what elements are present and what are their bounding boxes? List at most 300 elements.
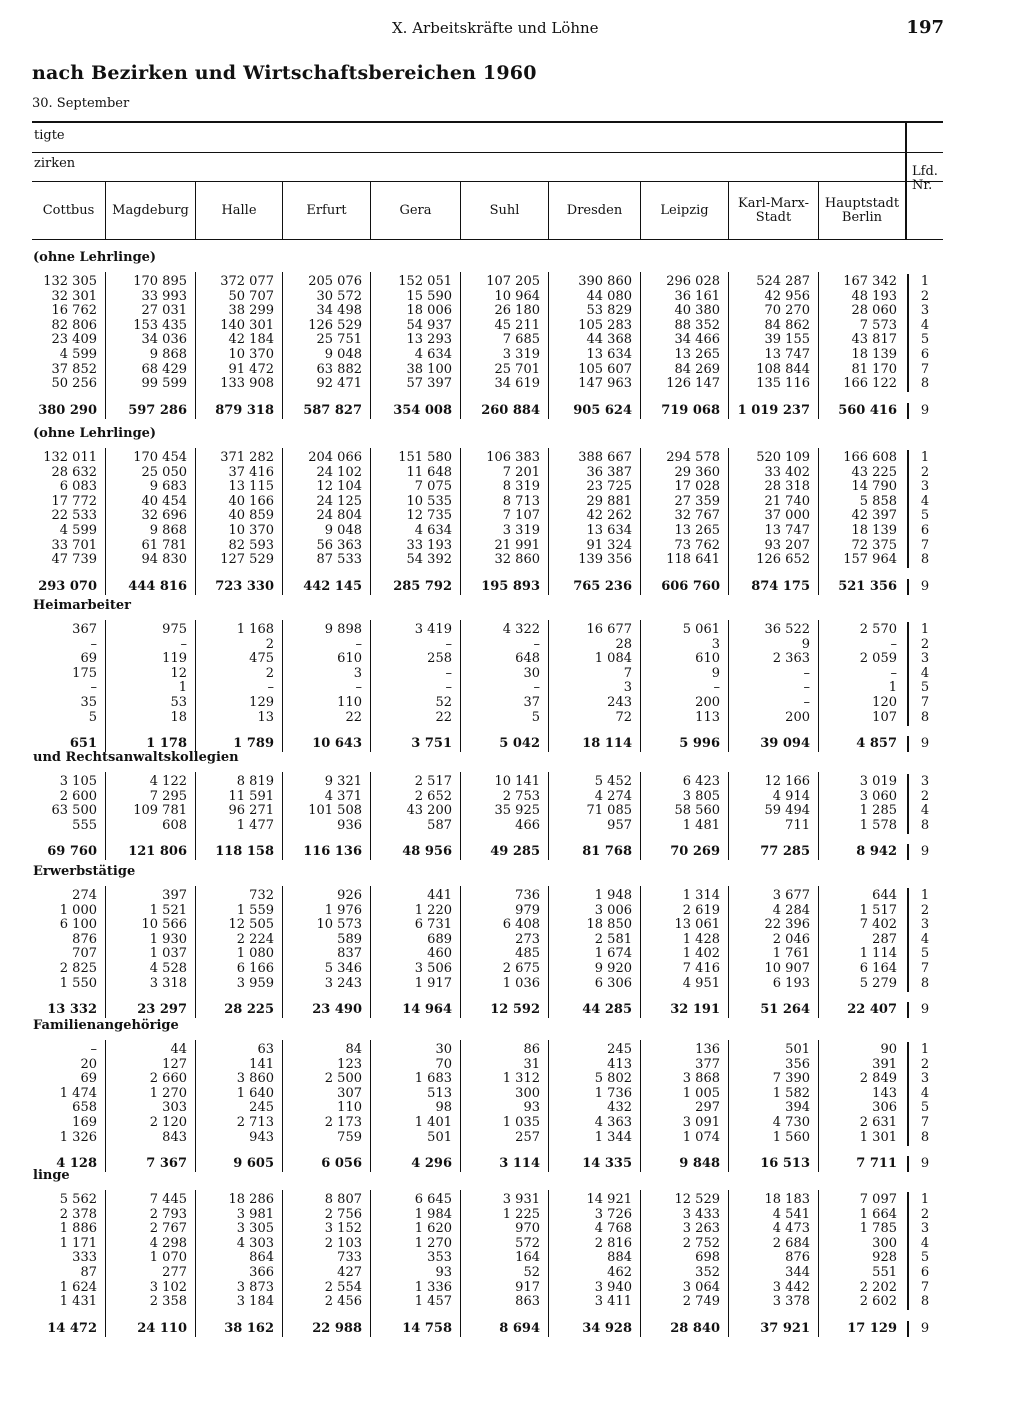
table-cell: 4 634 xyxy=(414,523,452,538)
table-cell: 7 711 xyxy=(856,1156,897,1172)
table-cell: 63 882 xyxy=(316,361,362,377)
table-cell: 21 740 xyxy=(764,493,810,509)
table-cell: 4 322 xyxy=(502,622,540,637)
table-cell: 353 xyxy=(427,1250,452,1266)
table-cell: 380 290 xyxy=(38,402,97,418)
row-number: 5 xyxy=(920,1250,930,1266)
table-cell: 8 694 xyxy=(499,1320,540,1336)
table-cell: 11 591 xyxy=(228,788,274,804)
column-separator xyxy=(640,448,641,595)
column-separator xyxy=(282,448,283,595)
row-separator xyxy=(907,1086,909,1102)
table-cell: 32 767 xyxy=(674,508,720,524)
column-separator xyxy=(370,1040,371,1172)
table-cell: 53 xyxy=(170,695,187,710)
table-cell: 33 993 xyxy=(141,288,187,304)
table-cell: 5 452 xyxy=(594,774,632,789)
table-cell: 32 301 xyxy=(51,288,97,304)
column-separator xyxy=(818,272,819,419)
table-cell: 13 747 xyxy=(764,347,810,362)
row-number: 8 xyxy=(920,709,930,725)
table-cell: – xyxy=(890,636,897,652)
table-cell: 442 145 xyxy=(303,578,362,594)
table-cell: 285 792 xyxy=(393,578,452,594)
table-cell: 27 031 xyxy=(141,303,187,319)
column-separator xyxy=(640,272,641,419)
row-separator xyxy=(907,1236,909,1252)
column-separator xyxy=(548,1040,549,1172)
table-cell: 4 122 xyxy=(149,774,187,789)
table-cell: 44 285 xyxy=(582,1002,632,1018)
table-cell: 40 380 xyxy=(674,303,720,319)
table-cell: 1 582 xyxy=(772,1085,810,1101)
table-cell: 258 xyxy=(427,651,452,667)
table-cell: 2 713 xyxy=(236,1115,274,1130)
table-cell: 21 991 xyxy=(494,537,540,553)
table-cell: 2 456 xyxy=(324,1294,362,1310)
column-separator xyxy=(370,448,371,595)
table-cell: 53 829 xyxy=(586,303,632,319)
column-separator xyxy=(195,620,196,752)
table-cell: 307 xyxy=(337,1085,362,1101)
table-row xyxy=(0,318,1024,333)
table-cell: 689 xyxy=(427,931,452,947)
table-cell: 1 624 xyxy=(59,1279,97,1295)
table-cell: 6 193 xyxy=(772,975,810,991)
table-cell: 3 319 xyxy=(502,523,540,538)
table-cell: 26 180 xyxy=(494,303,540,319)
table-cell: 3 091 xyxy=(682,1115,720,1130)
table-cell: 151 580 xyxy=(398,450,452,465)
header-line-2: zirken xyxy=(34,156,76,171)
row-separator xyxy=(907,695,909,711)
running-head: X. Arbeitskräfte und Löhne xyxy=(392,19,599,37)
table-row xyxy=(0,523,1024,538)
table-cell: 107 xyxy=(872,709,897,725)
table-cell: 28 060 xyxy=(851,303,897,319)
table-cell: 10 964 xyxy=(494,288,540,304)
column-separator xyxy=(105,272,106,419)
row-number: 4 xyxy=(920,1085,930,1101)
row-number: 2 xyxy=(920,1056,930,1072)
table-cell: 17 772 xyxy=(51,493,97,509)
table-cell: 1 789 xyxy=(233,736,274,752)
table-cell: 3 318 xyxy=(149,975,187,991)
table-cell: 82 593 xyxy=(228,537,274,553)
row-number: 6 xyxy=(920,347,930,362)
row-number: 9 xyxy=(920,844,930,860)
table-cell: 555 xyxy=(72,817,97,833)
table-cell: 1 312 xyxy=(502,1071,540,1087)
table-cell: 86 xyxy=(523,1042,540,1057)
row-separator xyxy=(907,508,909,524)
table-cell: 1 019 237 xyxy=(737,402,810,418)
table-cell: 10 141 xyxy=(494,774,540,789)
table-cell: 6 100 xyxy=(59,917,97,933)
row-number: 8 xyxy=(920,817,930,833)
row-separator xyxy=(907,946,909,962)
table-rule-1 xyxy=(32,152,943,153)
row-separator xyxy=(907,523,909,539)
table-cell: 928 xyxy=(872,1250,897,1266)
column-separator xyxy=(728,886,729,1018)
table-cell: 6 056 xyxy=(321,1156,362,1172)
table-row xyxy=(0,1130,1024,1145)
table-cell: 300 xyxy=(872,1235,897,1251)
table-cell: 608 xyxy=(162,817,187,833)
table-total-row xyxy=(0,1002,1024,1017)
table-cell: 765 236 xyxy=(573,578,632,594)
table-cell: 2 224 xyxy=(236,931,274,947)
table-cell: 44 080 xyxy=(586,288,632,304)
table-row xyxy=(0,774,1024,789)
table-cell: 20 xyxy=(80,1056,97,1072)
table-cell: 37 416 xyxy=(228,464,274,480)
table-cell: 113 xyxy=(695,709,720,725)
table-cell: 551 xyxy=(872,1265,897,1280)
table-cell: 2 825 xyxy=(59,961,97,976)
table-cell: 9 920 xyxy=(594,961,632,976)
table-cell: 18 183 xyxy=(764,1192,810,1207)
table-cell: 4 768 xyxy=(594,1221,632,1237)
table-cell: 34 036 xyxy=(141,332,187,348)
table-cell: 91 472 xyxy=(228,361,274,377)
row-separator xyxy=(907,1057,909,1073)
table-cell: 4 730 xyxy=(772,1115,810,1130)
table-cell: 1 005 xyxy=(682,1085,720,1101)
table-cell: 29 881 xyxy=(586,493,632,509)
table-cell: 200 xyxy=(785,709,810,725)
table-cell: 32 191 xyxy=(670,1002,720,1018)
column-separator xyxy=(818,448,819,595)
table-cell: 38 162 xyxy=(224,1320,274,1336)
table-cell: 513 xyxy=(427,1085,452,1101)
table-cell: – xyxy=(267,680,274,696)
table-cell: 45 211 xyxy=(494,317,540,333)
row-separator xyxy=(907,376,909,392)
table-cell: 7 416 xyxy=(682,961,720,976)
table-cell: 4 599 xyxy=(59,523,97,538)
table-cell: 140 301 xyxy=(220,317,274,333)
table-cell: 195 893 xyxy=(481,578,540,594)
row-separator xyxy=(907,552,909,568)
table-cell: 388 667 xyxy=(578,450,632,465)
table-cell: 1 074 xyxy=(682,1129,720,1145)
table-row xyxy=(0,1192,1024,1207)
table-cell: 8 942 xyxy=(856,844,897,860)
column-separator xyxy=(195,1040,196,1172)
table-cell: 9 848 xyxy=(679,1156,720,1172)
table-total-row xyxy=(0,403,1024,418)
table-cell: 139 356 xyxy=(578,552,632,568)
table-cell: 1 401 xyxy=(414,1115,452,1130)
column-header: Magdeburg xyxy=(105,182,195,239)
table-row xyxy=(0,1042,1024,1057)
row-number: 3 xyxy=(920,303,930,319)
table-cell: 2 793 xyxy=(149,1206,187,1222)
table-cell: 4 298 xyxy=(149,1235,187,1251)
table-cell: 91 324 xyxy=(586,537,632,553)
table-cell: 110 xyxy=(337,1100,362,1116)
table-cell: 356 xyxy=(785,1056,810,1072)
row-number: 4 xyxy=(920,493,930,509)
table-cell: 28 225 xyxy=(224,1002,274,1018)
table-cell: 33 193 xyxy=(406,537,452,553)
table-cell: 2 652 xyxy=(414,788,452,804)
section-title: Erwerbstätige xyxy=(33,864,136,879)
row-separator xyxy=(907,362,909,378)
row-number: 7 xyxy=(920,1279,930,1295)
table-cell: 7 390 xyxy=(772,1071,810,1087)
column-separator xyxy=(728,1040,729,1172)
table-cell: 3 433 xyxy=(682,1206,720,1222)
column-separator xyxy=(728,1190,729,1337)
table-cell: 90 xyxy=(880,1042,897,1057)
table-cell: 4 914 xyxy=(772,788,810,804)
table-cell: 1 984 xyxy=(414,1206,452,1222)
table-cell: 32 860 xyxy=(494,552,540,568)
table-cell: 133 908 xyxy=(220,376,274,392)
table-cell: 17 129 xyxy=(847,1320,897,1336)
table-cell: 153 435 xyxy=(133,317,187,333)
column-separator xyxy=(460,620,461,752)
table-cell: 287 xyxy=(872,931,897,947)
table-cell: 37 852 xyxy=(51,361,97,377)
table-cell: 109 781 xyxy=(133,803,187,819)
table-cell: 81 170 xyxy=(851,361,897,377)
table-cell: 205 076 xyxy=(308,274,362,289)
table-cell: 5 042 xyxy=(499,736,540,752)
table-cell: 43 200 xyxy=(406,803,452,819)
table-cell: 3 940 xyxy=(594,1279,632,1295)
table-cell: 1 550 xyxy=(59,975,97,991)
table-cell: – xyxy=(713,680,720,696)
row-separator xyxy=(907,450,909,466)
column-separator xyxy=(105,620,106,752)
table-cell: 3 xyxy=(623,680,632,696)
table-cell: 7 xyxy=(623,665,632,681)
table-cell: 2 631 xyxy=(859,1115,897,1130)
table-cell: 147 963 xyxy=(578,376,632,392)
table-cell: 118 641 xyxy=(666,552,720,568)
row-number: 4 xyxy=(920,317,930,333)
table-cell: 366 xyxy=(249,1265,274,1280)
row-number: 3 xyxy=(920,479,930,495)
table-cell: 2 816 xyxy=(594,1235,632,1251)
table-cell: 413 xyxy=(607,1056,632,1072)
table-cell: 36 161 xyxy=(674,288,720,304)
column-header: Halle xyxy=(195,182,282,239)
table-cell: 597 286 xyxy=(128,402,187,418)
table-cell: 40 859 xyxy=(228,508,274,524)
table-cell: 49 285 xyxy=(490,844,540,860)
table-row xyxy=(0,888,1024,903)
table-cell: 2 120 xyxy=(149,1115,187,1130)
table-cell: 10 573 xyxy=(316,917,362,933)
table-cell: 71 085 xyxy=(586,803,632,819)
column-header: Gera xyxy=(370,182,460,239)
table-cell: 7 685 xyxy=(502,332,540,348)
table-cell: 25 751 xyxy=(316,332,362,348)
column-separator xyxy=(640,1040,641,1172)
table-cell: 371 282 xyxy=(220,450,274,465)
table-cell: 1 037 xyxy=(149,946,187,962)
table-cell: 460 xyxy=(427,946,452,962)
row-separator xyxy=(907,1130,909,1146)
table-cell: 99 599 xyxy=(141,376,187,392)
table-cell: – xyxy=(533,636,540,652)
table-cell: 372 077 xyxy=(220,274,274,289)
table-cell: 12 505 xyxy=(228,917,274,933)
column-separator xyxy=(818,620,819,752)
row-separator xyxy=(907,710,909,726)
table-cell: 27 359 xyxy=(674,493,720,509)
table-cell: 37 000 xyxy=(764,508,810,524)
table-cell: 12 529 xyxy=(674,1192,720,1207)
table-cell: 1 559 xyxy=(236,902,274,918)
table-cell: 3 114 xyxy=(499,1156,540,1172)
table-row xyxy=(0,332,1024,347)
table-cell: 15 590 xyxy=(406,288,452,304)
table-cell: 759 xyxy=(337,1129,362,1145)
table-cell: 6 423 xyxy=(682,774,720,789)
table-cell: 35 xyxy=(80,695,97,710)
table-cell: 1 674 xyxy=(594,946,632,962)
row-separator xyxy=(907,651,909,667)
table-cell: 3 064 xyxy=(682,1279,720,1295)
table-cell: 306 xyxy=(872,1100,897,1116)
column-separator xyxy=(728,772,729,860)
row-number: 4 xyxy=(920,1235,930,1251)
row-separator xyxy=(907,1294,909,1310)
table-cell: 521 356 xyxy=(838,578,897,594)
table-cell: 905 624 xyxy=(573,402,632,418)
column-separator xyxy=(460,272,461,419)
table-cell: 87 xyxy=(80,1265,97,1280)
table-cell: 1 402 xyxy=(682,946,720,962)
table-cell: 6 731 xyxy=(414,917,452,933)
table-cell: 1 930 xyxy=(149,931,187,947)
row-separator xyxy=(907,1321,909,1337)
column-separator xyxy=(818,772,819,860)
column-header: Leipzig xyxy=(640,182,728,239)
table-cell: 1 036 xyxy=(502,975,540,991)
table-cell: 879 318 xyxy=(215,402,274,418)
table-cell: 132 305 xyxy=(43,274,97,289)
row-separator xyxy=(907,1071,909,1087)
table-cell: 5 xyxy=(531,709,540,725)
table-cell: 5 858 xyxy=(859,493,897,509)
table-cell: 245 xyxy=(249,1100,274,1116)
table-cell: 106 383 xyxy=(486,450,540,465)
row-separator xyxy=(907,1250,909,1266)
table-cell: 120 xyxy=(872,695,897,710)
table-cell: 38 100 xyxy=(406,361,452,377)
table-cell: – xyxy=(445,636,452,652)
row-number: 3 xyxy=(920,1071,930,1087)
table-cell: 24 102 xyxy=(316,464,362,480)
table-cell: 98 xyxy=(435,1100,452,1116)
row-separator xyxy=(907,622,909,638)
table-cell: 18 139 xyxy=(851,523,897,538)
table-row xyxy=(0,1250,1024,1265)
table-cell: 16 513 xyxy=(760,1156,810,1172)
table-cell: 2 xyxy=(265,636,274,652)
table-cell: 22 533 xyxy=(51,508,97,524)
row-number: 9 xyxy=(920,1156,930,1172)
table-cell: 711 xyxy=(785,817,810,833)
table-cell: 13 115 xyxy=(228,479,274,495)
table-cell: 377 xyxy=(695,1056,720,1072)
column-separator xyxy=(548,772,549,860)
table-cell: 2 600 xyxy=(59,788,97,804)
table-row xyxy=(0,289,1024,304)
table-cell: 3 506 xyxy=(414,961,452,976)
table-cell: 42 956 xyxy=(764,288,810,304)
row-number: 5 xyxy=(920,332,930,348)
table-cell: 1 336 xyxy=(414,1279,452,1295)
row-number: 3 xyxy=(920,917,930,933)
table-cell: 135 116 xyxy=(756,376,810,392)
table-cell: 50 707 xyxy=(228,288,274,304)
table-row xyxy=(0,274,1024,289)
table-cell: 3 305 xyxy=(236,1221,274,1237)
table-cell: 1 270 xyxy=(149,1085,187,1101)
table-cell: 1 270 xyxy=(414,1235,452,1251)
table-cell: 367 xyxy=(72,622,97,637)
table-cell: 94 830 xyxy=(141,552,187,568)
table-cell: 141 xyxy=(249,1056,274,1072)
table-cell: 14 964 xyxy=(402,1002,452,1018)
column-separator xyxy=(460,886,461,1018)
table-cell: 13 293 xyxy=(406,332,452,348)
row-separator xyxy=(907,347,909,363)
table-cell: 13 634 xyxy=(586,523,632,538)
table-cell: 1 428 xyxy=(682,931,720,947)
table-row xyxy=(0,508,1024,523)
table-cell: 12 735 xyxy=(406,508,452,524)
column-separator xyxy=(195,448,196,595)
table-cell: – xyxy=(355,636,362,652)
table-cell: 23 297 xyxy=(137,1002,187,1018)
table-cell: 14 758 xyxy=(402,1320,452,1336)
table-cell: 204 066 xyxy=(308,450,362,465)
table-row xyxy=(0,1221,1024,1236)
table-rule-header-bottom xyxy=(32,239,943,240)
table-total-row xyxy=(0,579,1024,594)
table-cell: 917 xyxy=(515,1279,540,1295)
row-separator xyxy=(907,403,909,419)
row-separator xyxy=(907,465,909,481)
table-cell: 4 274 xyxy=(594,788,632,804)
table-total-row xyxy=(0,844,1024,859)
table-row xyxy=(0,362,1024,377)
table-cell: 14 790 xyxy=(851,479,897,495)
column-separator xyxy=(105,772,106,860)
column-separator xyxy=(195,886,196,1018)
row-number: 8 xyxy=(920,376,930,392)
table-cell: 2 202 xyxy=(859,1279,897,1295)
table-cell: 1 560 xyxy=(772,1129,810,1145)
table-cell: 3 860 xyxy=(236,1071,274,1087)
table-cell: 876 xyxy=(785,1250,810,1266)
column-separator xyxy=(195,272,196,419)
table-cell: 1 664 xyxy=(859,1206,897,1222)
column-separator xyxy=(548,272,549,419)
table-cell: 6 306 xyxy=(594,975,632,991)
table-cell: 1 457 xyxy=(414,1294,452,1310)
row-separator xyxy=(907,774,909,790)
